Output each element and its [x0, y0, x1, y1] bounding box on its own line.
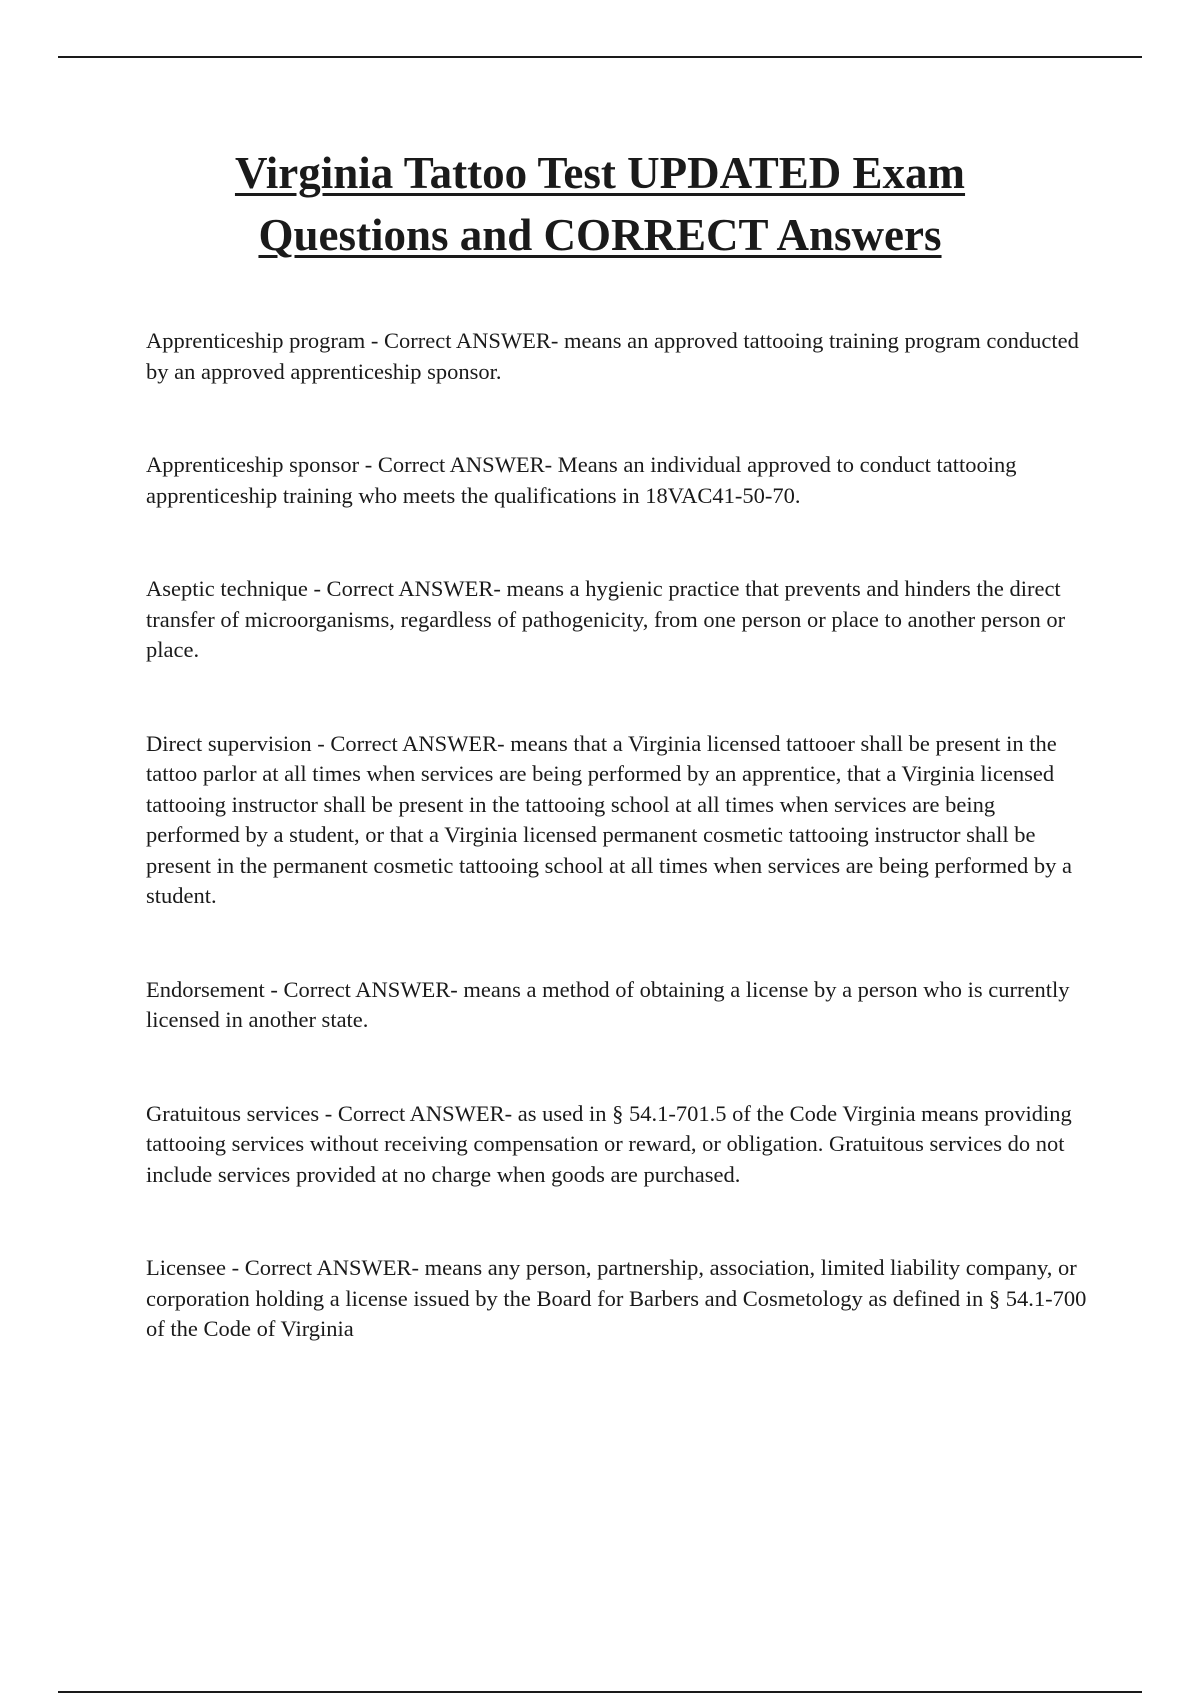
document-title: [60, 142, 1140, 266]
definition-direct-supervision: Direct supervision - Correct ANSWER- means that a Virginia licensed tattooer shall be present in the tattoo parlor at all times when services are being performed by an apprentice, that a Virginia licensed tattooing instructor shall be present in the tattooing school at all times when services are being performed by a student, or that a Virginia licensed permanent cosmetic tattooing instructor shall be present in the permanent cosmetic tattooing school at all times when services are being performed by a student.: [146, 730, 1072, 908]
header-rule: [58, 56, 1142, 58]
definition-endorsement: Endorsement - Correct ANSWER- means a method of obtaining a license by a person who is currently licensed in another state.: [146, 976, 1070, 1032]
definition-licensee: Licensee - Correct ANSWER- means any person, partnership, association, limited liability company, or corporation holding a license issued by the Board for Barbers and Cosmetology as defined in § 54.1-700 of the Code of Virginia: [146, 1255, 1087, 1341]
definition-apprenticeship-program: Apprenticeship program - Correct ANSWER- means an approved tattooing training program conducted by an approved apprenticeship sponsor.: [146, 328, 1079, 384]
definition-gratuitous-services: Gratuitous services - Correct ANSWER- as used in § 54.1-701.5 of the Code Virginia means providing tattooing services without receiving compensation or reward, or obligation. Gratuitous services do not include services provided at no charge when goods are purchased.: [146, 1100, 1072, 1187]
document-title-line-2: Questions and CORRECT Answers: [258, 210, 942, 260]
definitions-list: [146, 326, 1092, 1345]
definition-apprenticeship-sponsor: Apprenticeship sponsor - Correct ANSWER- Means an individual approved to conduct tattooing apprenticeship training who meets the qualifications in 18VAC41-50-70.: [146, 452, 1017, 508]
footer-rule: [58, 1691, 1142, 1693]
document-title-line-1: Virginia Tattoo Test UPDATED Exam: [234, 148, 966, 198]
definition-aseptic-technique: Aseptic technique - Correct ANSWER- means a hygienic practice that prevents and hinders the direct transfer of microorganisms, regardless of pathogenicity, from one person or place to another person or place.: [146, 576, 1066, 662]
